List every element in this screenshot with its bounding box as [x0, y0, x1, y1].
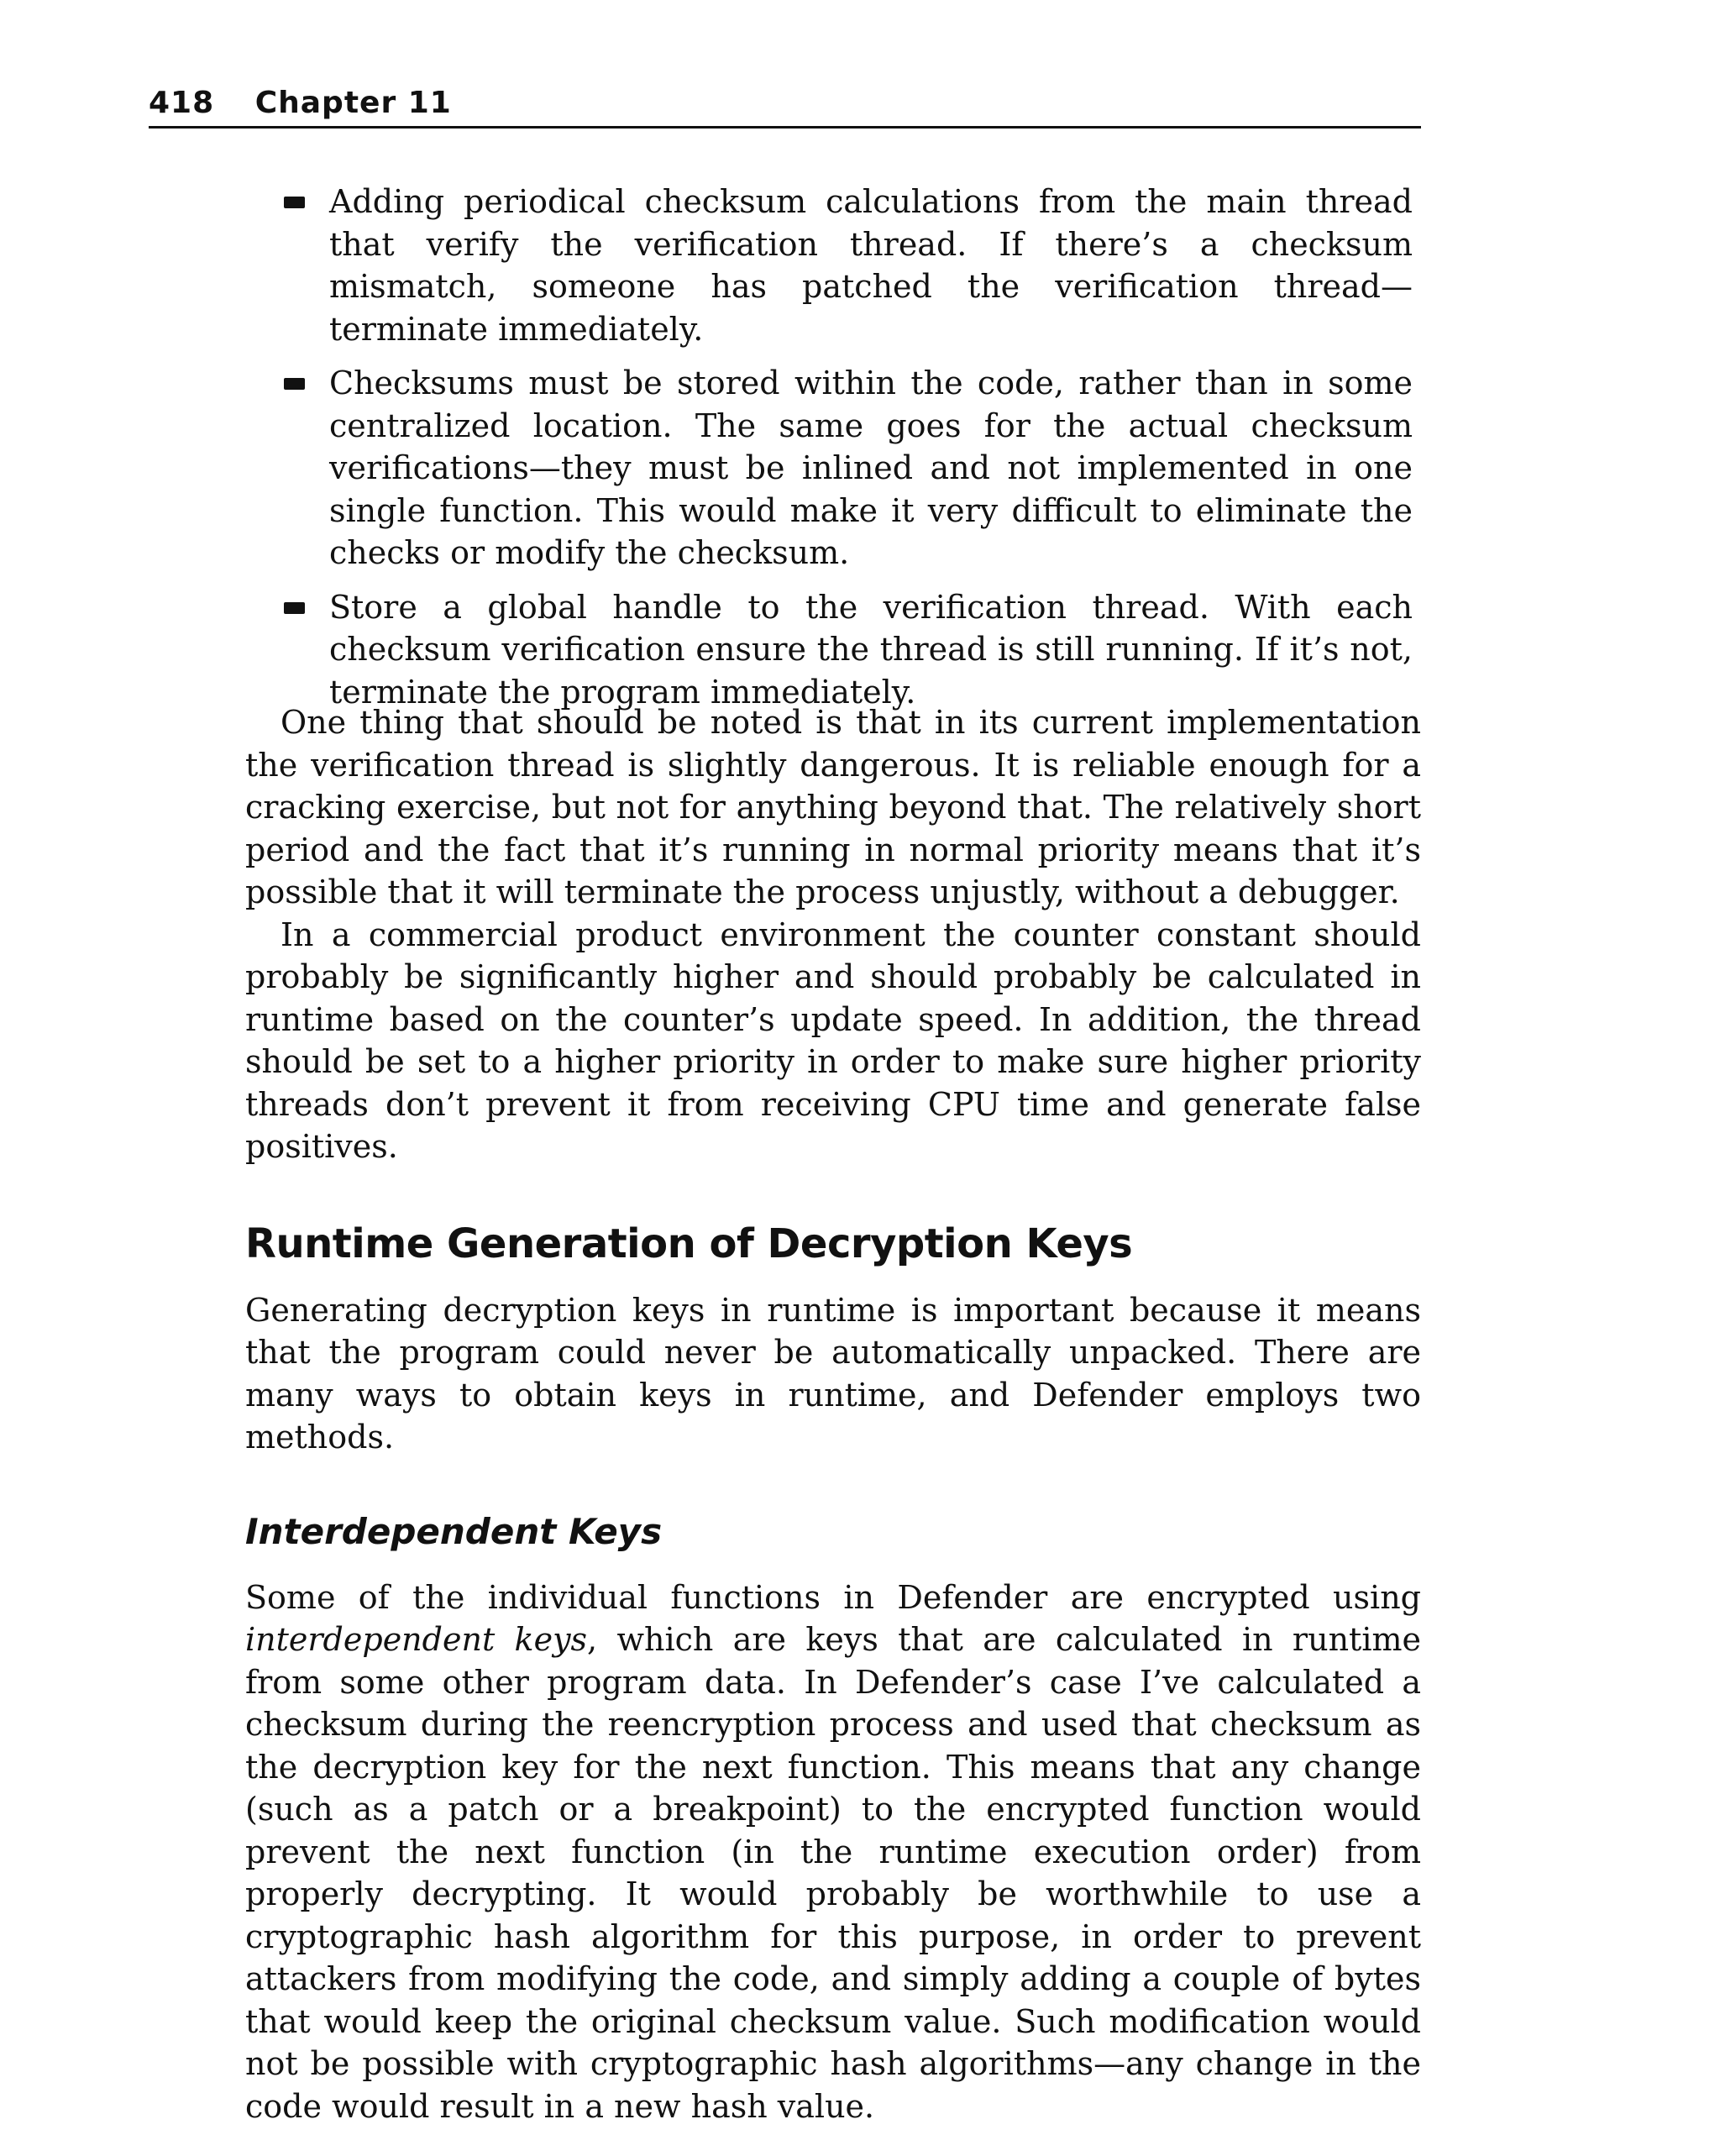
list-item — [329, 362, 1421, 574]
bullet-text: Adding periodical checksum calculations from the main thread that verify the verification thread. If there’s a checksum mismatch, someone has patched the verification thread—terminate immediately. — [329, 183, 1413, 348]
page-number: 418 — [149, 86, 215, 120]
term-emphasis: interdependent keys — [245, 1621, 588, 1658]
paragraph: In a commercial product environment the counter constant should probably be significantly higher and should probably be calculated in runtime based on the counter’s update speed. In addition, the thread should be set to a higher priority in order to make sure higher priority threads don’t prevent it from receiving CPU time and generate false positives. — [245, 915, 1421, 1165]
section-paragraph: Generating decryption keys in runtime is important because it means that the program could never be automatically unpacked. There are many ways to obtain keys in runtime, and Defender employs two methods. — [245, 1291, 1421, 1456]
bullet-text: Checksums must be stored within the code, rather than in some centralized location. The same goes for the actual checksum verifications—they must be inlined and not implemented in one single function. This would make it very difficult to eliminate the checks or modify the checksum. — [329, 365, 1413, 571]
bullet-text: Store a global handle to the verification thread. With each checksum verification ensure the thread is still running. If it’s not, terminate the program immediately. — [329, 588, 1413, 711]
section-title: Runtime Generation of Decryption Keys — [245, 1220, 1133, 1267]
body-section — [245, 701, 1421, 2127]
bullet-list — [245, 181, 1421, 713]
paragraph-text: Some of the individual functions in Defender are encrypted using — [245, 1578, 1421, 1616]
subsection-title: Interdependent Keys — [245, 1510, 663, 1552]
bullet-icon — [284, 378, 305, 390]
chapter-label: Chapter 11 — [254, 86, 452, 120]
page-content — [245, 181, 1421, 725]
subsection-paragraph — [245, 1576, 1421, 2128]
bullet-icon — [284, 602, 305, 614]
page-header — [149, 81, 1421, 129]
list-item — [329, 181, 1421, 350]
paragraph-text: , which are keys that are calculated in runtime from some other program data. In Defender’s case I’ve calculated a checksum during the reencryption process and used that checksum as the decryption key for the next function. This means that any change (such as a patch or a breakpoint) to the encrypted function would prevent the next function (in the runtime execution order) from properly decrypting. It would probably be worthwhile to use a cryptographic hash algorithm for this purpose, in order to prevent attackers from modifying the code, and simply adding a couple of bytes that would keep the original checksum value. Such modification would not be possible with cryptographic hash algorithms—any change in the code would result in a new hash value. — [245, 1621, 1421, 2125]
paragraph: One thing that should be noted is that in its current implementation the verification thread is slightly dangerous. It is reliable enough for a cracking exercise, but not for anything beyond that. The relatively short period and the fact that it’s running in normal priority means that it’s possible that it will terminate the process unjustly, without a debugger. — [245, 704, 1421, 910]
list-item — [329, 586, 1421, 714]
bullet-icon — [284, 197, 305, 208]
